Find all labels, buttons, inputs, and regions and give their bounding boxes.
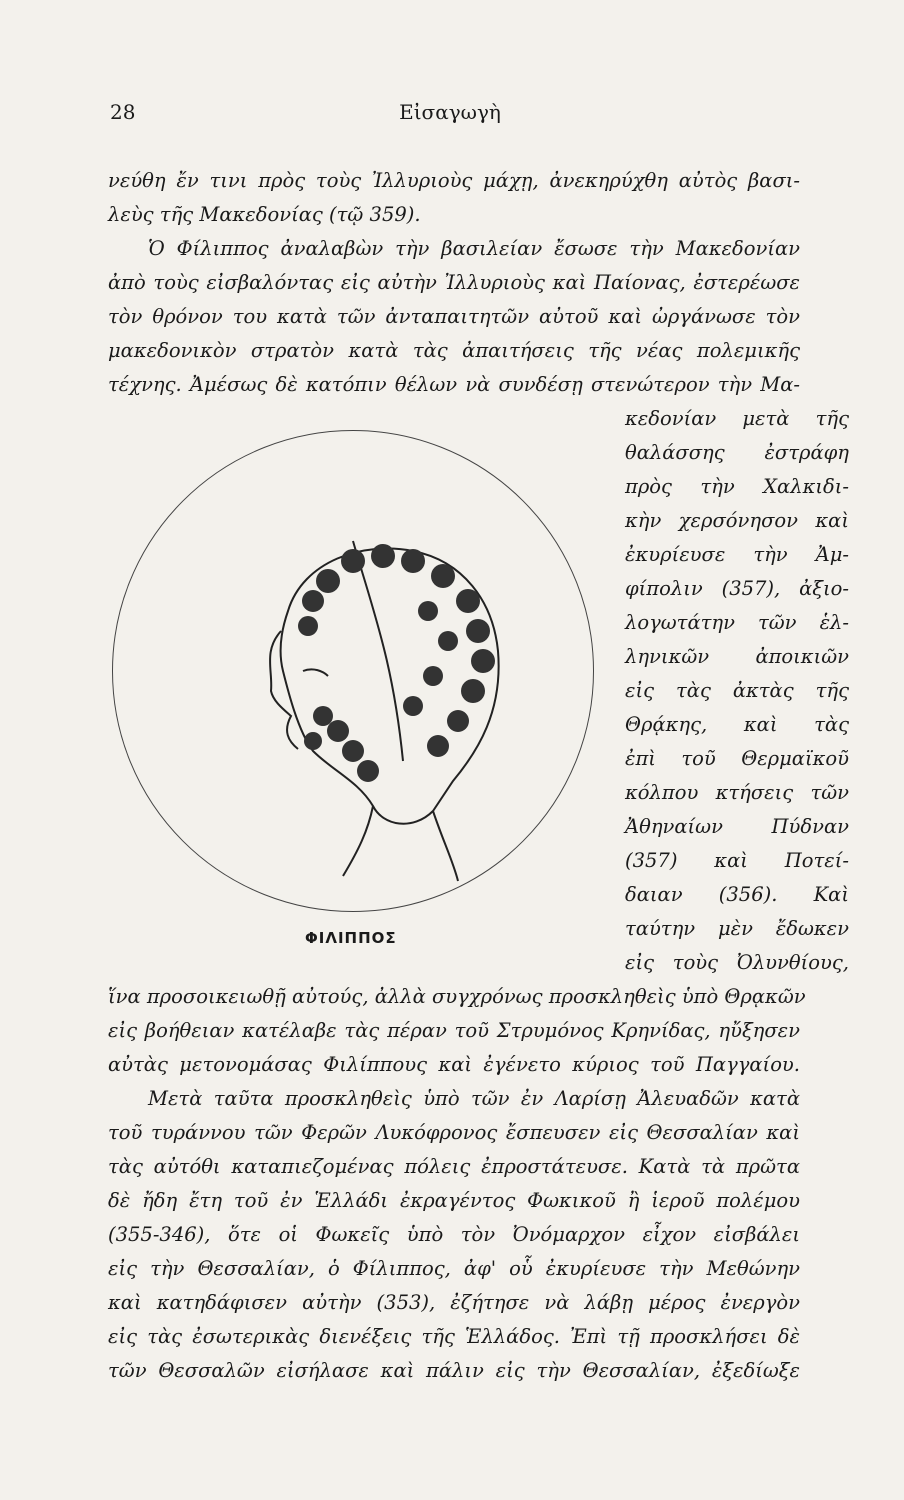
text-line: εἰς τὰς ἀκτὰς τῆς bbox=[625, 679, 849, 702]
text-line: δὲ ἤδη ἔτη τοῦ ἐν Ἑλλάδι ἐκραγέντος Φωκικοῦ ἢ ἱεροῦ πολέμου bbox=[108, 1189, 800, 1212]
text-line: κόλπου κτήσεις τῶν bbox=[625, 781, 849, 804]
text-line: τὸν θρόνον του κατὰ τῶν ἀνταπαιτητῶν αὐτοῦ καὶ ὠργάνωσε τὸν bbox=[108, 305, 800, 328]
text-line: νεύθη ἔν τινι πρὸς τοὺς Ἰλλυριοὺς μάχῃ, ἀνεκηρύχθη αὐτὸς βασι- bbox=[108, 169, 800, 192]
portrait-medallion bbox=[112, 430, 594, 912]
text-line: αὐτὰς μετονομάσας Φιλίππους καὶ ἐγένετο κύριος τοῦ Παγγαίου. bbox=[108, 1053, 800, 1076]
text-line: καὶ κατηδάφισεν αὐτὴν (353), ἐζήτησε νὰ λάβῃ μέρος ἐνεργὸν bbox=[108, 1291, 800, 1314]
text-line: πρὸς τὴν Χαλκιδι- bbox=[625, 475, 849, 498]
text-line: εἰς τὴν Θεσσαλίαν, ὁ Φίλιππος, ἀφ' οὗ ἐκυρίευσε τὴν Μεθώνην bbox=[108, 1257, 800, 1280]
text-line: τὰς αὐτόθι καταπιεζομένας πόλεις ἐπροστάτευσε. Κατὰ τὰ πρῶτα bbox=[108, 1155, 800, 1178]
text-line: εἰς τὰς ἐσωτερικὰς διενέξεις τῆς Ἑλλάδος. Ἐπὶ τῇ προσκλήσει δὲ bbox=[108, 1325, 800, 1348]
text-line: φίπολιν (357), ἀξιο- bbox=[625, 577, 849, 600]
text-line: ἐπὶ τοῦ Θερμαϊκοῦ bbox=[625, 747, 849, 770]
page-number: 28 bbox=[110, 100, 136, 124]
text-line: κὴν χερσόνησον καὶ bbox=[625, 509, 849, 532]
text-line: λεὺς τῆς Μακεδονίας (τῷ 359). bbox=[108, 203, 421, 226]
philip-portrait-image bbox=[113, 431, 593, 911]
text-line: (357) καὶ Ποτεί- bbox=[625, 849, 849, 872]
page-header bbox=[110, 100, 790, 130]
text-line: κεδονίαν μετὰ τῆς bbox=[625, 407, 849, 430]
text-line: εἰς βοήθειαν κατέλαβε τὰς πέραν τοῦ Στρυμόνος Κρηνίδας, ηὔξησεν bbox=[108, 1019, 800, 1042]
figure-caption: ΦΙΛΙΠΠΟΣ bbox=[305, 929, 397, 947]
text-line: ἐκυρίευσε τὴν Ἀμ- bbox=[625, 543, 849, 566]
text-line: Μετὰ ταῦτα προσκληθεὶς ὑπὸ τῶν ἐν Λαρίσῃ Ἀλευαδῶν κατὰ bbox=[148, 1087, 800, 1110]
text-line: ταύτην μὲν ἔδωκεν bbox=[625, 917, 849, 940]
text-line: Ὁ Φίλιππος ἀναλαβὼν τὴν βασιλείαν ἔσωσε τὴν Μακεδονίαν bbox=[148, 237, 800, 260]
text-line: εἰς τοὺς Ὀλυνθίους, bbox=[625, 951, 849, 974]
text-line: ληνικῶν ἀποικιῶν bbox=[625, 645, 849, 668]
text-line: τοῦ τυράννου τῶν Φερῶν Λυκόφρονος ἔσπευσεν εἰς Θεσσαλίαν καὶ bbox=[108, 1121, 800, 1144]
text-line: ἀπὸ τοὺς εἰσβαλόντας εἰς αὐτὴν Ἰλλυριοὺς καὶ Παίονας, ἐστερέωσε bbox=[108, 271, 800, 294]
text-line: ἵνα προσοικειωθῇ αὐτούς, ἀλλὰ συγχρόνως προσκληθεὶς ὑπὸ Θρᾳκῶν bbox=[108, 985, 806, 1008]
text-line: λογωτάτην τῶν ἑλ- bbox=[625, 611, 849, 634]
text-line: δαιαν (356). Καὶ bbox=[625, 883, 849, 906]
text-line: μακεδονικὸν στρατὸν κατὰ τὰς ἀπαιτήσεις τῆς νέας πολεμικῆς bbox=[108, 339, 800, 362]
text-line: Θρᾴκης, καὶ τὰς bbox=[625, 713, 849, 736]
text-line: τῶν Θεσσαλῶν εἰσήλασε καὶ πάλιν εἰς τὴν Θεσσαλίαν, ἐξεδίωξε bbox=[108, 1359, 800, 1382]
text-line: (355-346), ὅτε οἱ Φωκεῖς ὑπὸ τὸν Ὀνόμαρχον εἶχον εἰσβάλει bbox=[108, 1223, 800, 1246]
text-line: Ἀθηναίων Πύδναν bbox=[625, 815, 849, 838]
running-title: Εἰσαγωγὴ bbox=[399, 100, 501, 124]
text-line: τέχνης. Ἀμέσως δὲ κατόπιν θέλων νὰ συνδέσῃ στενώτερον τὴν Μα- bbox=[108, 373, 800, 396]
text-line: θαλάσσης ἐστράφη bbox=[625, 441, 849, 464]
